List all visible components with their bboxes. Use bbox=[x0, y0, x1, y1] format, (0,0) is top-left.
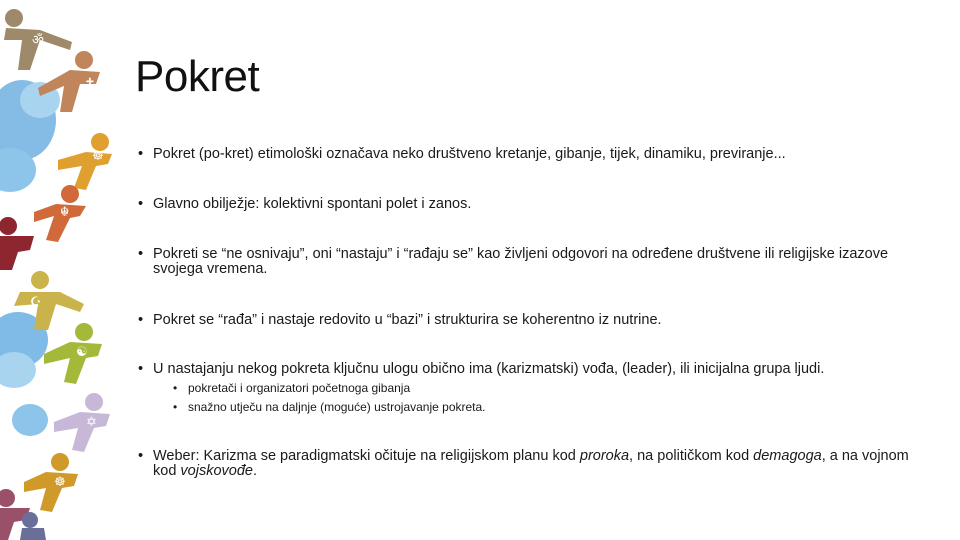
svg-text:✡: ✡ bbox=[86, 415, 97, 430]
bullet-item bbox=[138, 147, 938, 162]
bullet-dot: • bbox=[138, 312, 144, 328]
person-figure bbox=[0, 217, 34, 270]
sub-bullet-item bbox=[173, 381, 873, 395]
svg-text:☬: ☬ bbox=[60, 205, 70, 220]
bullet-dot: • bbox=[173, 381, 178, 395]
weber-italic-term: proroka bbox=[579, 448, 630, 464]
bullet-text: Pokret (po-kret) etimološki označava neko društveno kretanje, gibanje, tijek, dinamiku, previranje... bbox=[153, 146, 786, 162]
person-figure bbox=[4, 9, 72, 70]
weber-text-part: . bbox=[252, 463, 257, 479]
svg-text:☪: ☪ bbox=[30, 295, 42, 310]
bullet-text: U nastajanju nekog pokreta ključnu ulogu obično ima (karizmatski) vođa, (leader), ili inicijalna grupa ljudi. bbox=[153, 361, 825, 377]
bullet-dot: • bbox=[138, 361, 144, 377]
bullet-item bbox=[138, 362, 938, 377]
weber-text-part: Weber: Karizma se paradigmatski očituje na religijskom planu kod bbox=[153, 448, 580, 464]
weber-italic-term: vojskovođe bbox=[180, 463, 253, 479]
sub-bullet-item bbox=[173, 400, 873, 414]
bullet-item bbox=[138, 197, 938, 212]
bullet-dot: • bbox=[138, 246, 144, 262]
bullet-text bbox=[153, 449, 928, 479]
person-figure bbox=[34, 185, 86, 242]
people-chain-decoration bbox=[0, 0, 120, 540]
person-figure bbox=[44, 323, 102, 384]
bullet-text: Pokreti se “ne osnivaju”, oni “nastaju” i “rađaju se” kao življeni odgovori na određene društvene ili religijske izazove svojega vremena. bbox=[153, 246, 889, 277]
weber-text-part: , na političkom kod bbox=[629, 448, 754, 464]
person-figure bbox=[54, 393, 110, 452]
svg-text:ॐ: ॐ bbox=[32, 33, 44, 48]
weber-italic-term: demagoga bbox=[753, 448, 822, 464]
bullet-text: Pokret se “rađa” i nastaje redovito u “bazi” i strukturira se koherentno iz nutrine. bbox=[153, 312, 662, 328]
svg-text:☸: ☸ bbox=[92, 149, 104, 164]
person-figure bbox=[58, 133, 112, 190]
bullet-dot: • bbox=[138, 146, 144, 162]
sub-bullet-text: snažno utječu na daljnje (moguće) ustrojavanje pokreta. bbox=[188, 400, 486, 414]
bullet-text: Glavno obilježje: kolektivni spontani polet i zanos. bbox=[153, 196, 472, 212]
sub-bullet-text: pokretači i organizatori početnoga gibanja bbox=[188, 381, 411, 395]
svg-text:☯: ☯ bbox=[76, 345, 88, 360]
weber-text-part: , a na vojnom kod bbox=[153, 448, 909, 479]
person-figure bbox=[20, 512, 46, 540]
bullet-dot: • bbox=[173, 400, 178, 414]
bullet-item bbox=[138, 313, 938, 328]
slide-title: Pokret bbox=[135, 52, 260, 101]
bullet-item bbox=[138, 247, 898, 277]
svg-text:✝: ✝ bbox=[84, 76, 96, 92]
bullet-dot: • bbox=[138, 448, 144, 464]
bullet-dot: • bbox=[138, 196, 144, 212]
bullet-item bbox=[138, 449, 928, 479]
svg-text:☸: ☸ bbox=[54, 475, 66, 490]
person-figure bbox=[24, 453, 78, 512]
